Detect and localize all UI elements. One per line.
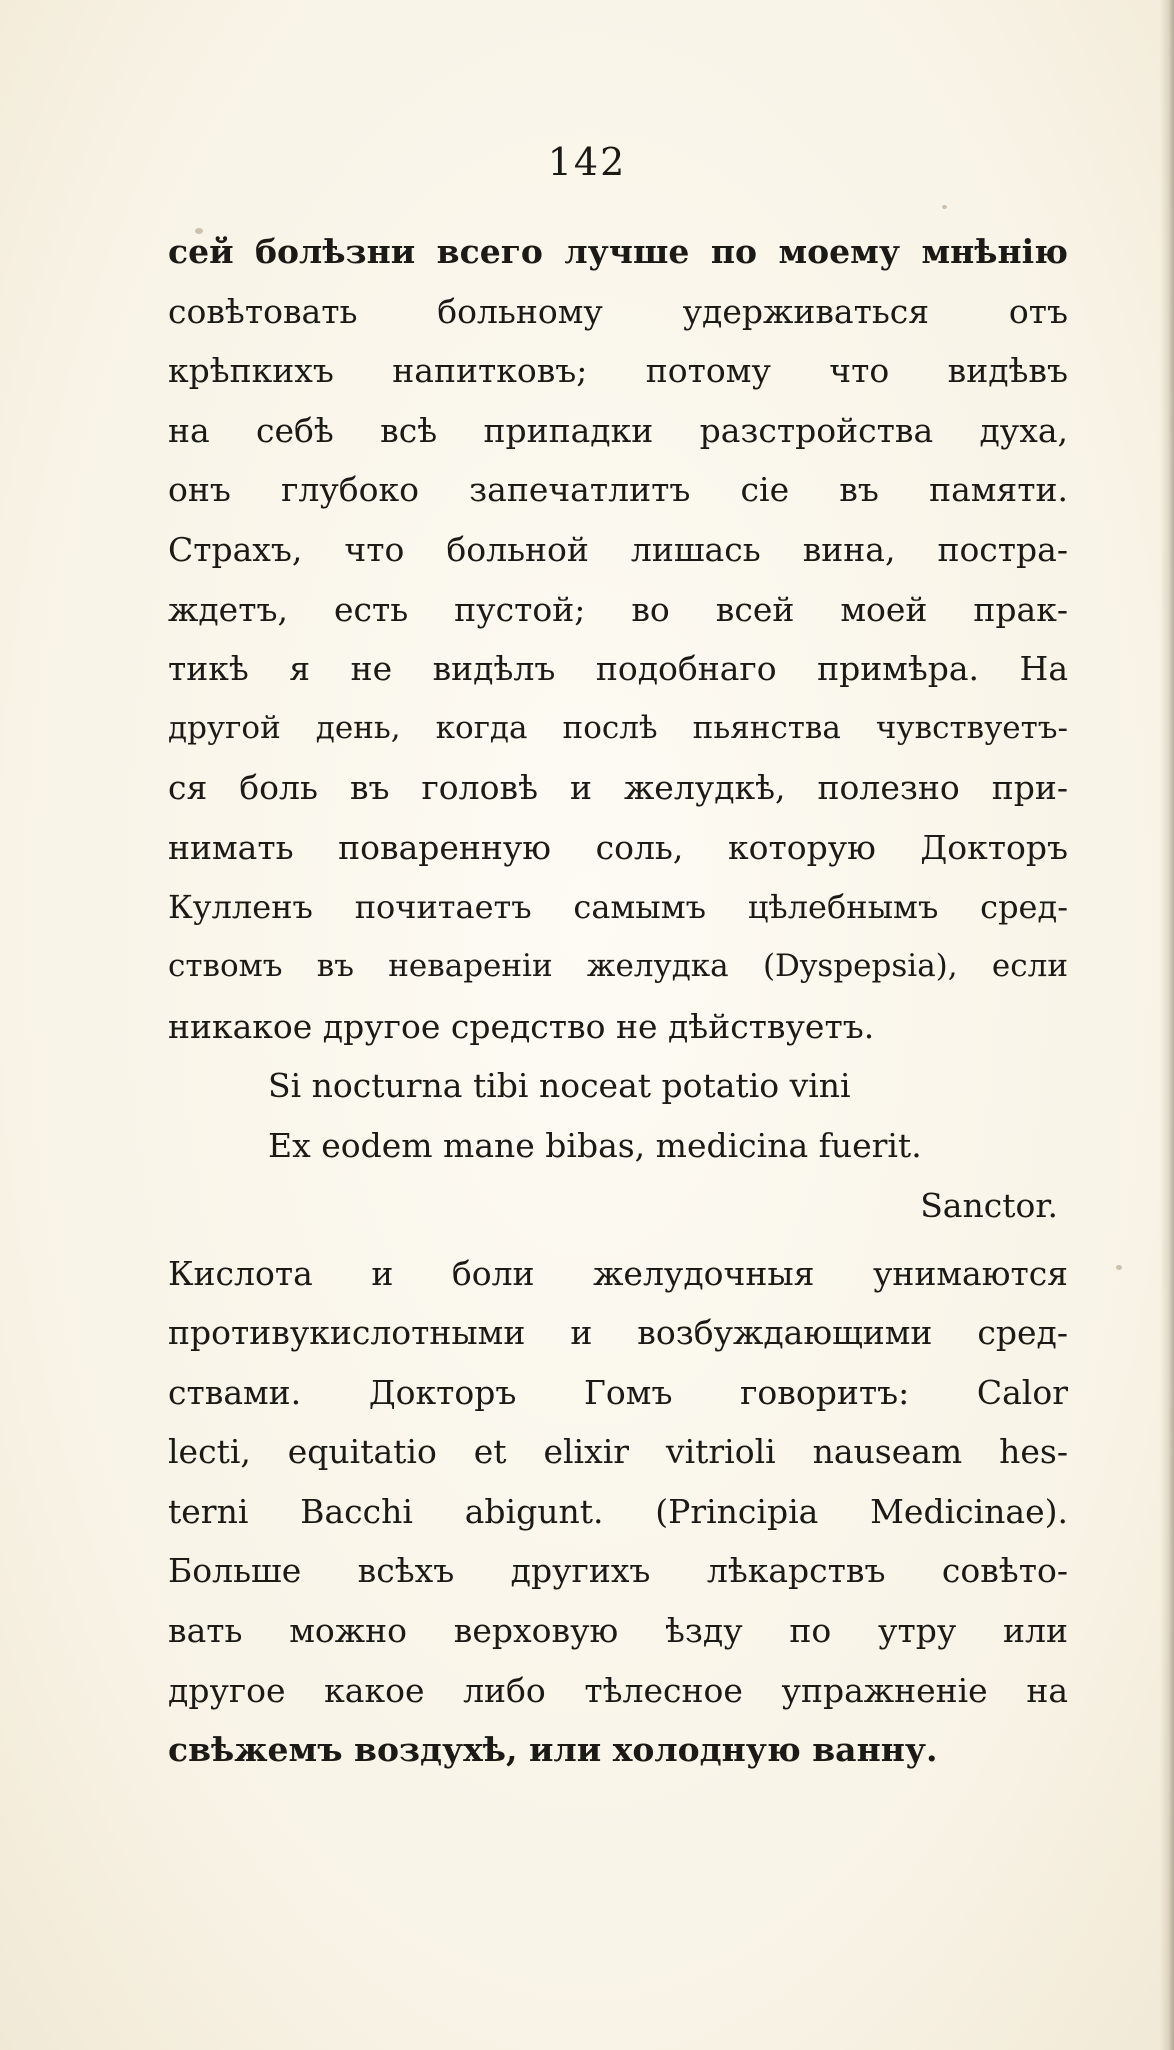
text-line: на себѣ всѣ припадки разстройства духа,	[168, 410, 1068, 450]
text-line: тикѣ я не видѣлъ подобнаго примѣра. На	[168, 649, 1068, 689]
latin-quote-line: Ex eodem mane bibas, medicina fuerit.	[268, 1125, 922, 1165]
quote-attribution: Sanctor.	[920, 1185, 1058, 1225]
latin-quote-line: Si nocturna tibi noceat potatio vini	[268, 1066, 851, 1106]
text-line: онъ глубоко запечатлитъ сіе въ памяти.	[168, 470, 1068, 510]
paper-speck	[1116, 1265, 1122, 1270]
text-line: Кулленъ почитаетъ самымъ цѣлебнымъ сред-	[168, 887, 1068, 926]
text-line: вать можно верховую ѣзду по утру или	[168, 1611, 1068, 1651]
text-line: нимать поваренную соль, которую Докторъ	[168, 827, 1068, 867]
text-line: противукислотными и возбуждающими сред-	[168, 1313, 1068, 1353]
text-line: крѣпкихъ напитковъ; потому что видѣвъ	[168, 351, 1068, 391]
text-line: ся боль въ головѣ и желудкѣ, полезно при-	[168, 768, 1068, 808]
paper-speck	[942, 205, 947, 209]
text-line: ствомъ въ невареніи желудка (Dyspepsia), если	[168, 948, 1068, 985]
text-line: свѣжемъ воздухѣ, или холодную ванну.	[168, 1730, 938, 1770]
text-line: ждетъ, есть пустой; во всей моей прак-	[168, 589, 1068, 629]
text-line: Страхъ, что больной лишась вина, постра-	[168, 529, 1068, 569]
text-line: ствами. Докторъ Гомъ говоритъ: Calor	[168, 1372, 1068, 1412]
text-line: Больше всѣхъ другихъ лѣкарствъ совѣто-	[168, 1551, 1068, 1591]
page-number: 142	[547, 140, 627, 184]
text-line: terni Bacchi abigunt. (Principia Medicinae).	[168, 1491, 1068, 1531]
text-line: Кислота и боли желудочныя унимаются	[168, 1253, 1068, 1293]
text-line: никакое другое средство не дѣйствуетъ.	[168, 1006, 875, 1046]
text-line: другое какое либо тѣлесное упражненіе на	[168, 1670, 1068, 1710]
text-line: другой день, когда послѣ пьянства чувствуетъ-	[168, 709, 1068, 746]
text-line: сей болѣзни всего лучше по моему мнѣнію	[168, 232, 1068, 271]
text-line: lecti, equitatio et elixir vitrioli nauseam hes-	[168, 1432, 1068, 1472]
page-edge-shadow	[1160, 0, 1174, 2050]
text-line: совѣтовать больному удерживаться отъ	[168, 291, 1068, 331]
main-text	[168, 222, 1068, 1780]
